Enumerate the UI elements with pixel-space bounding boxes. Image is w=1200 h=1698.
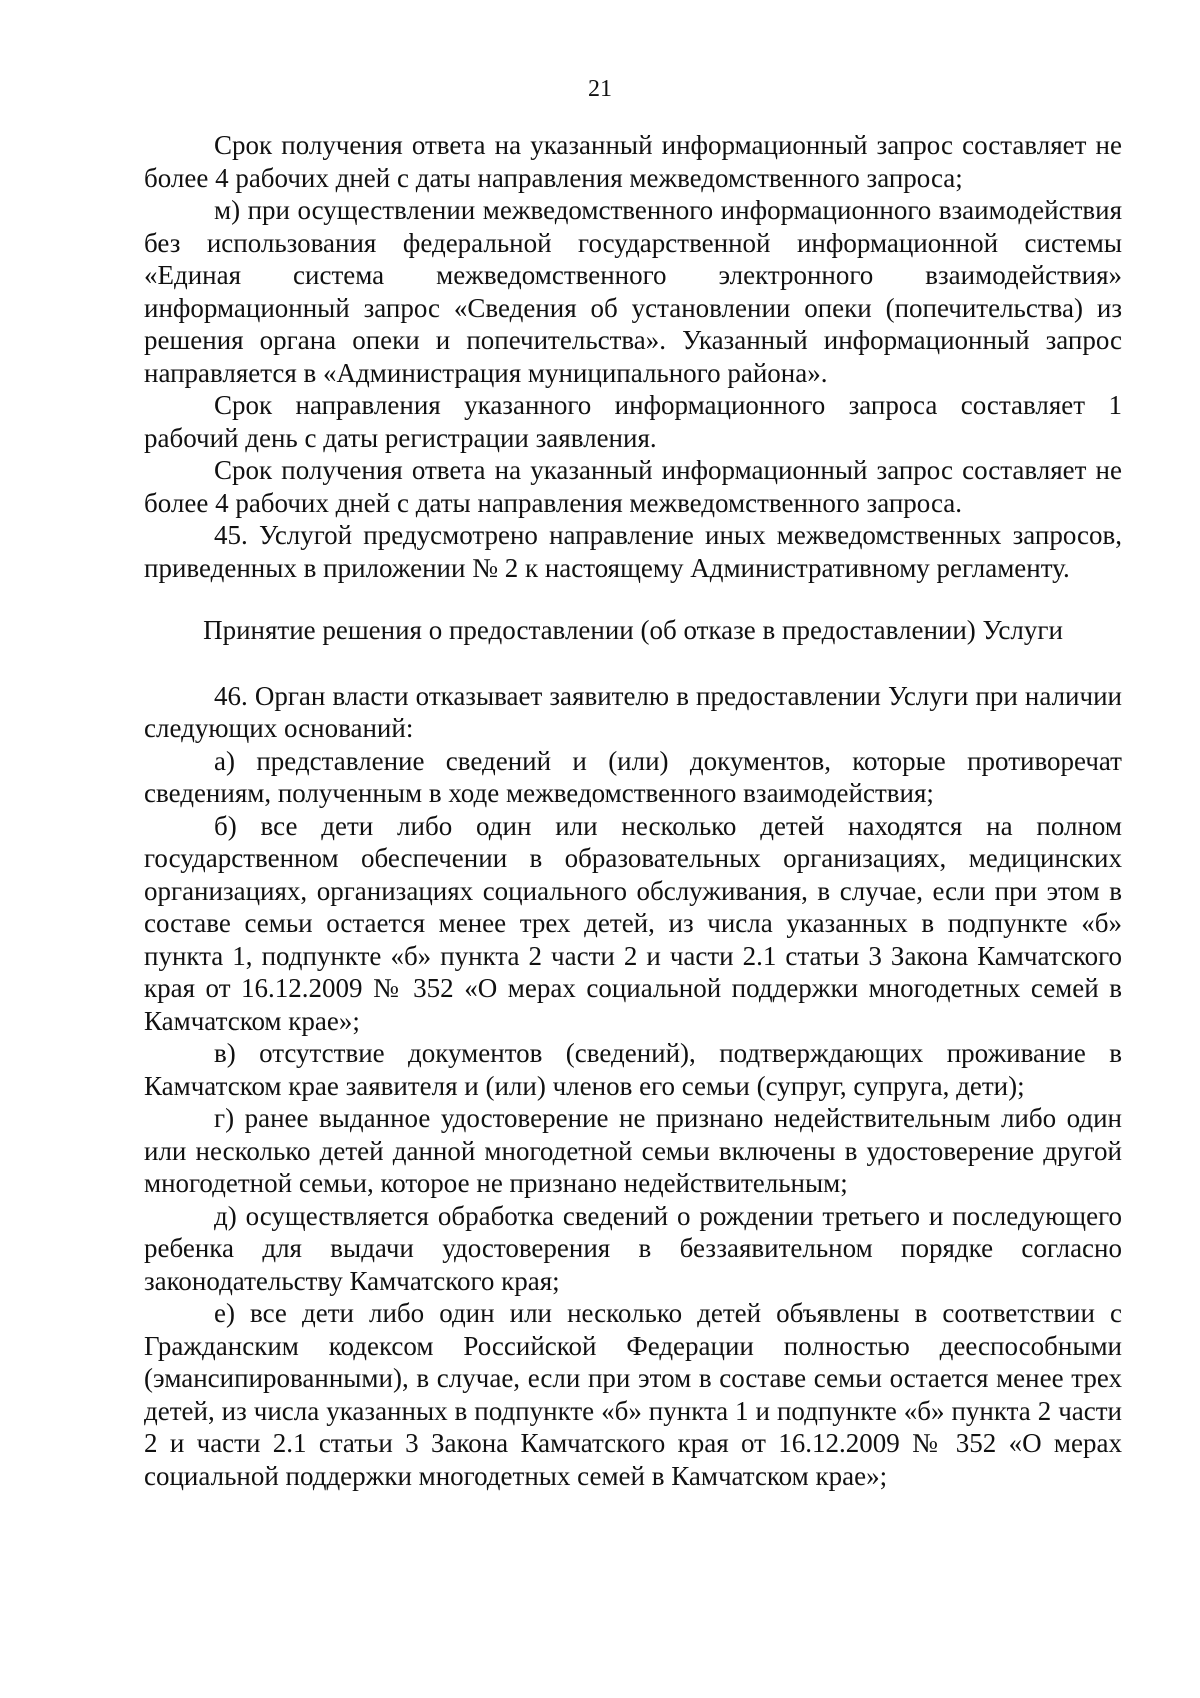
paragraph-item-45: 45. Услугой предусмотрено направление иных межведомственных запросов, приведенных в приложении № 2 к настоящему Административному регламенту. xyxy=(144,520,1122,583)
paragraph-item-a: а) представление сведений и (или) документов, которые противоречат сведениям, полученным в ходе межведомственного взаимодействия; xyxy=(144,745,1122,808)
paragraph-sending-term: Срок направления указанного информационного запроса составляет 1 рабочий день с даты регистрации заявления. xyxy=(144,390,1122,453)
paragraph-item-46: 46. Орган власти отказывает заявителю в предоставлении Услуги при наличии следующих оснований: xyxy=(144,680,1122,743)
paragraph-item-b: б) все дети либо один или несколько детей находятся на полном государственном обеспечении в образовательных организациях, медицинских организациях, организациях социального обслуживания, в случае, если при этом в составе семьи остается менее трех детей, из числа указанных в подпункте «б» пункта 1, подпункте «б» пункта 2 части 2 и части 2.1 статьи 3 Закона Камчатского края от 16.12.2009 № 352 «О мерах социальной поддержки многодетных семей в Камчатском крае»; xyxy=(144,810,1122,1036)
paragraph-response-term-1: Срок получения ответа на указанный информационный запрос составляет не более 4 рабочих дней с даты направления межведомственного запроса; xyxy=(144,130,1122,193)
section-title: Принятие решения о предоставлении (об отказе в предоставлении) Услуги xyxy=(203,615,1063,645)
paragraph-response-term-2: Срок получения ответа на указанный информационный запрос составляет не более 4 рабочих дней с даты направления межведомственного запроса. xyxy=(144,455,1122,518)
paragraph-item-d: д) осуществляется обработка сведений о рождении третьего и последующего ребенка для выдачи удостоверения в беззаявительном порядке согласно законодательству Камчатского края; xyxy=(144,1200,1122,1296)
page-number: 21 xyxy=(588,76,612,102)
paragraph-item-v: в) отсутствие документов (сведений), подтверждающих проживание в Камчатском крае заявителя и (или) членов его семьи (супруг, супруга, дети); xyxy=(144,1038,1122,1101)
paragraph-item-m: м) при осуществлении межведомственного информационного взаимодействия без использования федеральной государственной информационной системы «Единая система межведомственного электронного взаимодействия» информационный запрос «Сведения об установлении опеки (попечительства) из решения органа опеки и попечительства». Указанный информационный запрос направляется в «Администрация муниципального района». xyxy=(144,195,1122,388)
paragraph-item-g: г) ранее выданное удостоверение не признано недействительным либо один или несколько детей данной многодетной семьи включены в удостоверение другой многодетной семьи, которое не признано недействительным; xyxy=(144,1103,1122,1198)
paragraph-item-e: е) все дети либо один или несколько детей объявлены в соответствии с Гражданским кодексом Российской Федерации полностью дееспособными (эмансипированными), в случае, если при этом в составе семьи остается менее трех детей, из числа указанных в подпункте «б» пункта 1 и подпункте «б» пункта 2 части 2 и части 2.1 статьи 3 Закона Камчатского края от 16.12.2009 № 352 «О мерах социальной поддержки многодетных семей в Камчатском крае»; xyxy=(144,1298,1122,1491)
document-body xyxy=(144,129,1122,1492)
